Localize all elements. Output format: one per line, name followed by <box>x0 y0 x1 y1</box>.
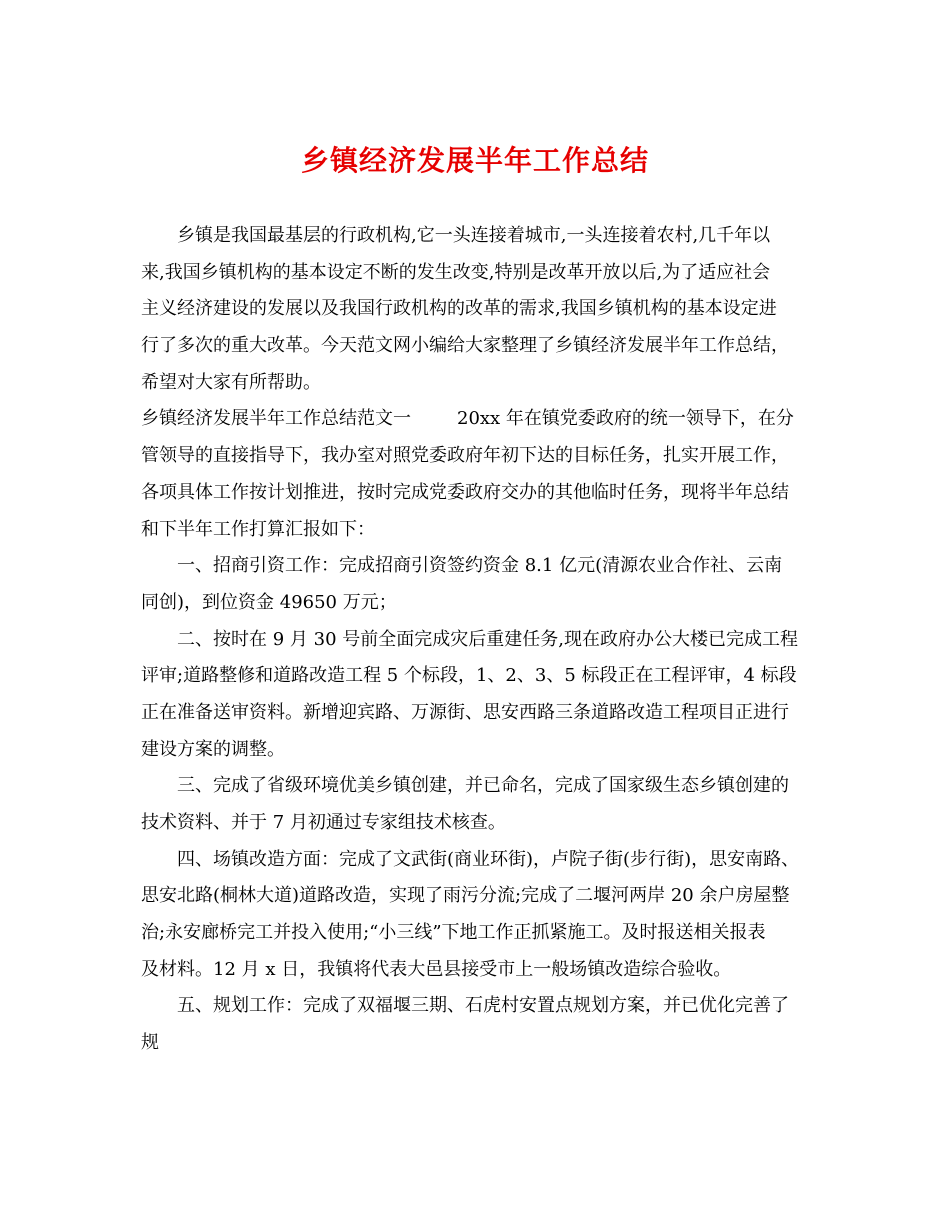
text-line <box>141 585 831 622</box>
text-line <box>141 915 831 952</box>
text-line-tail: 20xx 年在镇党委政府的统一领导下，在分 <box>457 408 794 430</box>
text-line-content: 主义经济建设的发展以及我国行政机构的改革的需求,我国乡镇机构的基本设定进 <box>141 298 777 320</box>
text-line-content: 五、规划工作：完成了双福堰三期、石虎村安置点规划方案，并已优化完善了 <box>177 995 789 1017</box>
text-line-content: 技术资料、并于 7 月初通过专家组技术核查。 <box>141 812 506 833</box>
text-line <box>141 512 831 549</box>
text-line-content: 四、场镇改造方面：完成了文武街(商业环街)，卢院子街(步行街)，思安南路、 <box>177 848 800 870</box>
text-line-content: 治;永安廊桥完工并投入使用;“小三线”下地工作正抓紧施工。及时报送相关报表 <box>141 922 766 944</box>
text-line <box>141 878 831 915</box>
text-line <box>141 475 831 512</box>
text-line <box>141 695 831 732</box>
text-line <box>141 842 831 879</box>
text-line-content: 希望对大家有所帮助。 <box>141 371 321 393</box>
text-line-content: 二、按时在 9 月 30 号前全面完成灾后重建任务,现在政府办公大楼已完成工程 <box>177 628 798 650</box>
text-line <box>141 658 831 695</box>
text-line-content: 正在准备送审资料。新增迎宾路、万源街、思安西路三条道路改造工程项目正进行 <box>141 701 789 723</box>
text-line-content: 规 <box>141 1032 159 1054</box>
text-line-content: 乡镇是我国最基层的行政机构,它一头连接着城市,一头连接着农村,几千年以 <box>177 225 771 246</box>
text-line-content: 及材料。12 月 x 日，我镇将代表大邑县接受市上一般场镇改造综合验收。 <box>141 958 732 980</box>
text-line <box>141 768 831 805</box>
text-line <box>141 952 831 989</box>
document-body <box>141 218 831 1062</box>
text-line-content: 管领导的直接指导下，我办室对照党委政府年初下达的目标任务，扎实开展工作， <box>141 445 789 467</box>
text-line <box>141 291 831 328</box>
text-line <box>141 1025 831 1062</box>
text-line <box>141 732 831 769</box>
text-line <box>141 328 831 365</box>
text-line-content: 乡镇经济发展半年工作总结范文一 <box>141 408 411 430</box>
text-line <box>141 805 831 842</box>
text-line-content: 和下半年工作打算汇报如下： <box>141 518 375 540</box>
text-line <box>141 218 831 255</box>
text-line-content: 三、完成了省级环境优美乡镇创建，并已命名，完成了国家级生态乡镇创建的 <box>177 775 789 797</box>
text-line-content: 各项具体工作按计划推进，按时完成党委政府交办的其他临时任务，现将半年总结 <box>141 481 789 503</box>
text-line <box>141 988 831 1025</box>
text-line-content: 行了多次的重大改革。今天范文网小编给大家整理了乡镇经济发展半年工作总结， <box>141 335 789 357</box>
text-line-content: 来,我国乡镇机构的基本设定不断的发生改变,特别是改革开放以后,为了适应社会 <box>141 261 771 283</box>
text-line-content: 建设方案的调整。 <box>141 738 285 760</box>
document-title: 乡镇经济发展半年工作总结 <box>300 144 649 177</box>
text-line-content: 一、招商引资工作：完成招商引资签约资金 8.1 亿元(清源农业合作社、云南 <box>177 555 783 577</box>
text-line-content: 评审;道路整修和道路改造工程 5 个标段，1、2、3、5 标段正在工程评审，4 标段 <box>141 665 797 687</box>
text-line <box>141 622 831 659</box>
text-line <box>141 548 831 585</box>
text-line <box>141 365 831 402</box>
text-line <box>141 401 831 438</box>
text-line-content: 同创)，到位资金 49650 万元； <box>141 591 397 613</box>
text-line-content: 思安北路(桐林大道)道路改造，实现了雨污分流;完成了二堰河两岸 20 余户房屋整 <box>141 885 790 907</box>
text-line <box>141 438 831 475</box>
text-line <box>141 255 831 292</box>
